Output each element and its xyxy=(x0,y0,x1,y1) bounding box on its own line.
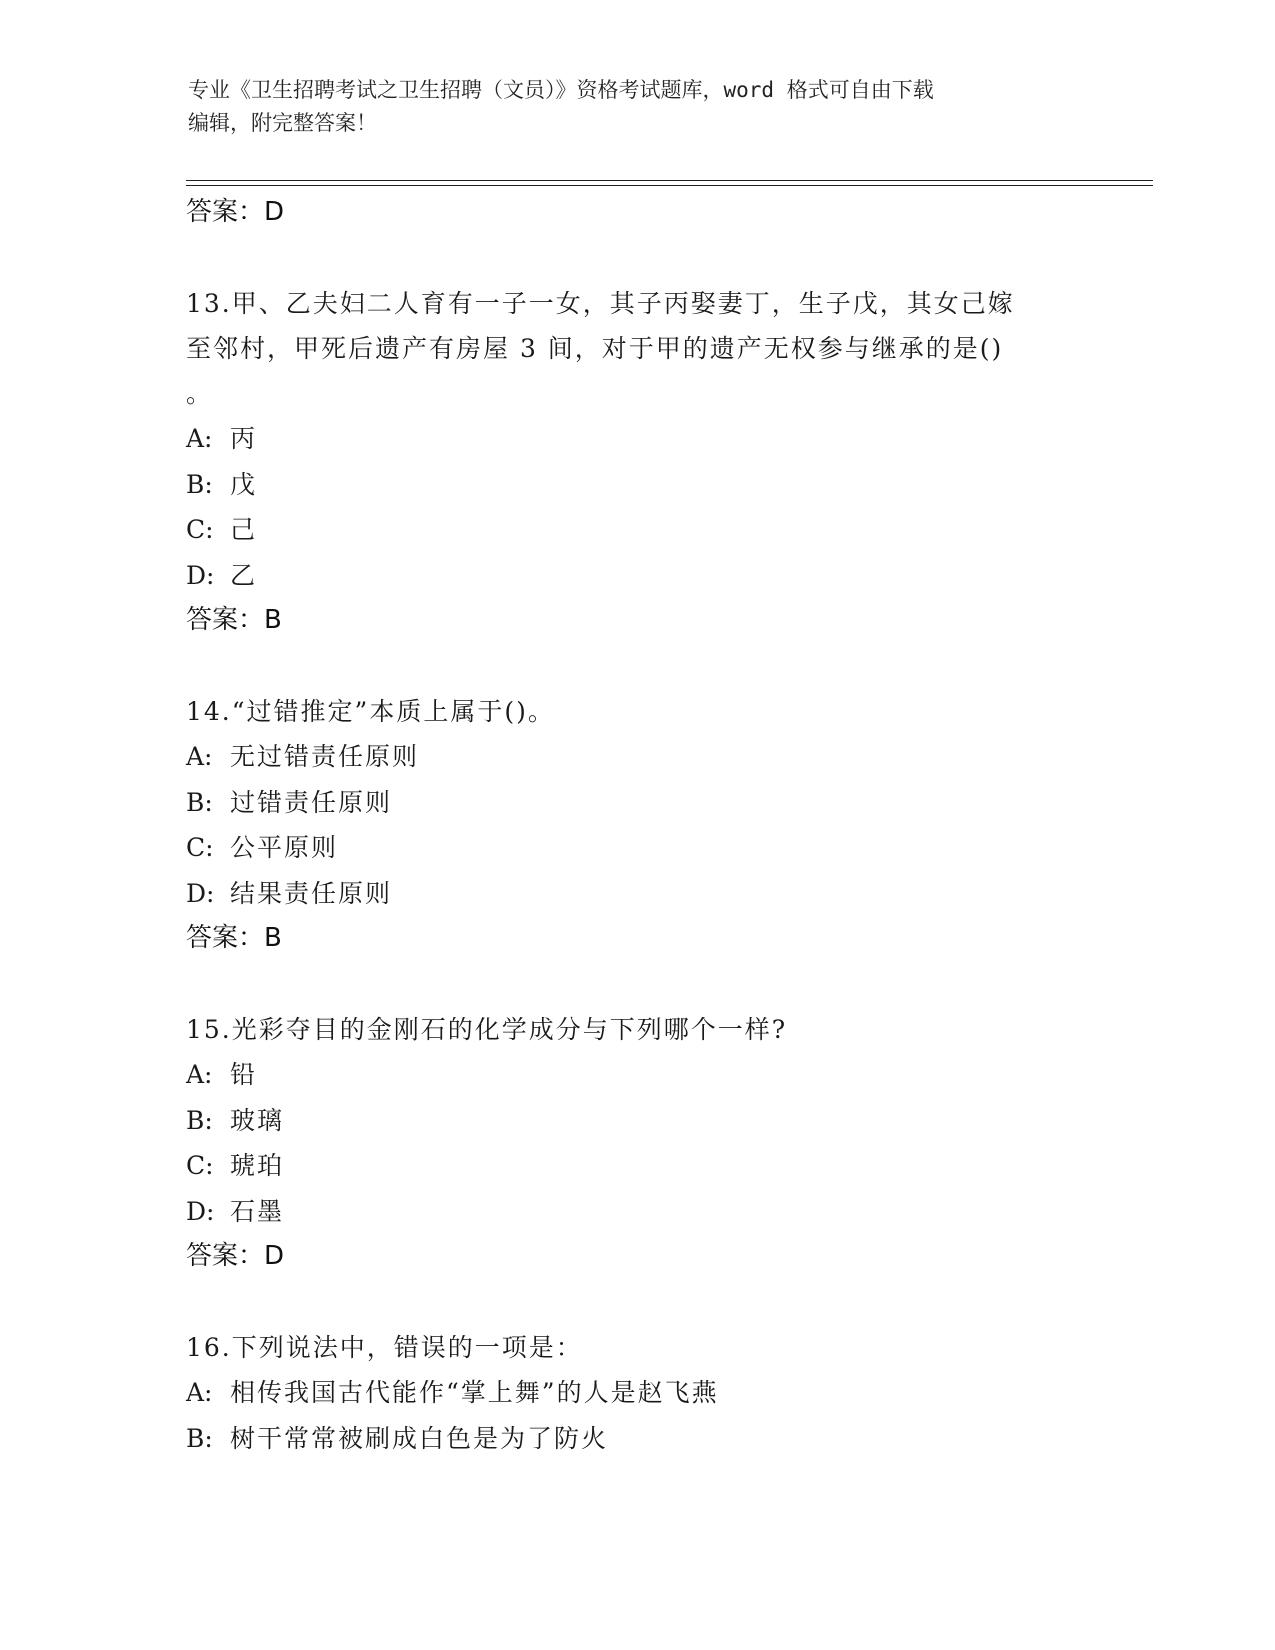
option-b xyxy=(186,462,1086,508)
spacer xyxy=(186,643,1086,689)
option-letter: C: xyxy=(186,833,214,862)
answer-14: 答案：B xyxy=(186,923,282,953)
option-letter: D: xyxy=(186,878,215,908)
option-text: 树干常常被刷成白色是为了防火 xyxy=(230,1423,609,1453)
question-15 xyxy=(186,1007,1086,1279)
question-14-text xyxy=(186,689,1086,734)
option-text: 玻璃 xyxy=(230,1105,285,1135)
option-letter: A: xyxy=(186,424,213,453)
header-divider-bottom xyxy=(186,185,1153,186)
option-d xyxy=(186,553,1086,599)
question-list xyxy=(186,190,1086,1461)
option-letter: B: xyxy=(186,1423,213,1453)
question-text-line: 15.光彩夺目的金刚石的化学成分与下列哪个一样? xyxy=(186,1015,788,1044)
question-16 xyxy=(186,1325,1086,1461)
option-c xyxy=(186,507,1086,553)
option-letter: C: xyxy=(186,1151,214,1180)
option-text: 无过错责任原则 xyxy=(230,742,420,771)
question-16-text xyxy=(186,1325,1086,1370)
option-b xyxy=(186,1098,1086,1144)
option-a xyxy=(186,1052,1086,1098)
question-text-line: 13.甲、乙夫妇二人育有一子一女，其子丙娶妻丁，生子戊，其女己嫁 xyxy=(186,289,1015,318)
answer-15: 答案：D xyxy=(186,1241,285,1271)
option-c xyxy=(186,1143,1086,1189)
option-text: 石墨 xyxy=(230,1196,285,1226)
question-13-text xyxy=(186,281,1086,416)
spacer xyxy=(186,235,1086,281)
option-a xyxy=(186,1370,1086,1416)
question-text-line: 至邻村，甲死后遗产有房屋 3 间，对于甲的遗产无权参与继承的是() xyxy=(186,334,1004,363)
document-header xyxy=(188,74,1088,140)
option-b xyxy=(186,1416,1086,1462)
option-text: 过错责任原则 xyxy=(230,787,393,817)
option-letter: B: xyxy=(186,787,213,817)
option-text: 结果责任原则 xyxy=(230,878,393,908)
option-text: 铅 xyxy=(230,1060,258,1089)
option-letter: C: xyxy=(186,515,214,544)
question-text-line: 14.“过错推定”本质上属于()。 xyxy=(186,697,555,726)
option-a xyxy=(186,416,1086,462)
answer-12: 答案：D xyxy=(186,197,285,227)
option-text: 琥珀 xyxy=(230,1151,285,1180)
question-13 xyxy=(186,281,1086,643)
option-text: 戊 xyxy=(230,469,258,499)
option-c xyxy=(186,825,1086,871)
option-letter: D: xyxy=(186,1196,215,1226)
header-line-2: 编辑，附完整答案！ xyxy=(188,111,377,135)
option-a xyxy=(186,734,1086,780)
option-d xyxy=(186,1189,1086,1235)
option-letter: A: xyxy=(186,742,213,771)
answer-13: 答案：B xyxy=(186,605,282,635)
question-15-text xyxy=(186,1007,1086,1052)
spacer xyxy=(186,961,1086,1007)
option-text: 公平原则 xyxy=(230,833,339,862)
option-text: 相传我国古代能作“掌上舞”的人是赵飞燕 xyxy=(230,1378,719,1407)
option-d xyxy=(186,871,1086,917)
header-line-1: 专业《卫生招聘考试之卫生招聘（文员）》资格考试题库，word 格式可自由下载 xyxy=(188,78,934,102)
option-letter: B: xyxy=(186,469,213,499)
option-letter: B: xyxy=(186,1105,213,1135)
question-text-line: 16.下列说法中，错误的一项是： xyxy=(186,1333,583,1362)
option-b xyxy=(186,780,1086,826)
option-text: 己 xyxy=(230,515,258,544)
option-letter: A: xyxy=(186,1060,213,1089)
option-letter: D: xyxy=(186,560,215,590)
header-divider-top xyxy=(186,180,1153,181)
option-text: 乙 xyxy=(230,560,258,590)
question-14 xyxy=(186,689,1086,961)
option-text: 丙 xyxy=(230,424,258,453)
option-letter: A: xyxy=(186,1378,213,1407)
spacer xyxy=(186,1279,1086,1325)
question-text-line: 。 xyxy=(186,379,214,408)
